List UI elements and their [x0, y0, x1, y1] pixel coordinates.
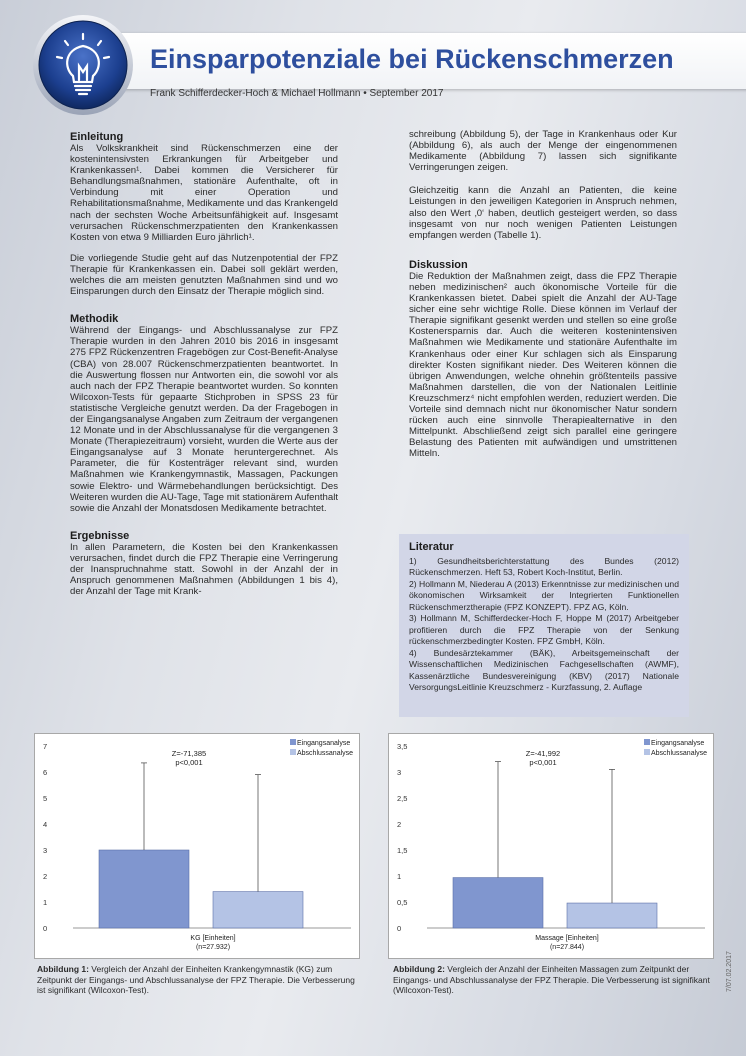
- x-category-label: Massage [Einheiten]: [535, 935, 599, 942]
- page-title: Einsparpotenziale bei Rückenschmerzen: [150, 44, 674, 74]
- x-category-label: KG [Einheiten]: [190, 935, 236, 942]
- y-tick-label: 5: [43, 794, 48, 803]
- heading-einleitung: Einleitung: [70, 131, 124, 143]
- paragraph: In allen Parametern, die Kosten bei den Krankenkassen verursachen, findet durch die FPZ Therapie eine Verringerung der Inanspruchnahme statt. Sowohl in der Anzahl der in Anspruch genommenen Maßnahmen (Abbildungen 1 bis 4), der Anzahl der Tage mit Krank-: [70, 541, 338, 598]
- figure-caption-1: [37, 964, 357, 996]
- chart-svg-1: [35, 734, 359, 958]
- section-ergebnisse: [70, 530, 338, 597]
- lightbulb-icon: [28, 10, 138, 120]
- y-tick-label: 1: [397, 872, 402, 881]
- authors-line: Frank Schifferdecker-Hoch & Michael Hollmann • September 2017: [150, 88, 444, 99]
- left-column: [70, 131, 338, 609]
- y-tick-label: 3: [43, 846, 48, 855]
- reference-item: 1) Gesundheitsberichterstattung des Bundes (2012) Rückenschmerzen. Heft 53, Robert Koch-Institut, Berlin.: [409, 555, 679, 577]
- y-tick-label: 1,5: [397, 846, 408, 855]
- y-tick-label: 3: [397, 768, 402, 777]
- heading-literatur: Literatur: [409, 541, 454, 553]
- y-tick-label: 0: [43, 924, 48, 933]
- y-tick-label: 4: [43, 820, 48, 829]
- side-code: 7/07.02.2017: [726, 951, 733, 992]
- y-tick-label: 2: [397, 820, 402, 829]
- chart-svg-2: [389, 734, 713, 958]
- paragraph: schreibung (Abbildung 5), der Tage in Krankenhaus oder Kur (Abbildung 6), als auch der Menge der eingenommenen Medikamente (Abbildung 7) lassen sich signifikante Verringerungen zeigen.: [409, 129, 677, 174]
- legend-label: Eingangsanalyse: [297, 740, 351, 747]
- chart-figure-2: [388, 733, 714, 959]
- bar-eingang: [453, 878, 543, 928]
- y-tick-label: 1: [43, 898, 48, 907]
- legend-swatch: [290, 749, 296, 755]
- paragraph: Als Volkskrankheit sind Rückenschmerzen eine der kostenintensivsten Erkrankungen für Arbeitgeber und Krankenkassen¹. Dabei kommen die Versicherer für Behandlungsmaßnahmen, stationäre Aufenthalte, oft in Verbindung mit einer Operation und Rehabilitationsmaßnahme, Medikamente und das Krankengeld nach der sechsten Woche Arbeitsunfähigkeit auf. Insgesamt verursachen Rückenschmerzpatienten den Krankenkassen Kosten von etwa 9 Milliarden Euro jährlich¹.: [70, 143, 338, 243]
- y-tick-label: 7: [43, 742, 48, 751]
- caption-text: Vergleich der Anzahl der Einheiten Krankengymnastik (KG) zum Zeitpunkt der Eingangs- und Abschlussanalyse der FPZ Therapie. Die Verbesserung ist signifikant (Wilcoxon-Test).: [37, 964, 355, 995]
- stat-annotation: Z=-71,385: [171, 749, 207, 758]
- chart-figure-1: [34, 733, 360, 959]
- figure-caption-2: [393, 964, 713, 996]
- legend-label: Eingangsanalyse: [651, 740, 705, 747]
- stat-annotation: p<0,001: [175, 758, 203, 767]
- literature-box: [399, 534, 689, 717]
- reference-item: 3) Hollmann M, Schifferdecker-Hoch F, Hoppe M (2017) Arbeitgeber profitieren durch die FPZ Therapie von der Senkung rückenschmerzbedingter Kosten. FPZ GmbH, Köln.: [409, 613, 679, 646]
- x-category-label: (n=27.844): [549, 944, 585, 951]
- heading-ergebnisse: Ergebnisse: [70, 529, 130, 542]
- x-category-label: (n=27.932): [195, 944, 231, 951]
- caption-text: Vergleich der Anzahl der Einheiten Massagen zum Zeitpunkt der Eingangs- und Abschlussanalyse der FPZ Therapie. Die Verbesserung ist signifikant (Wilcoxon-Test).: [393, 964, 710, 995]
- legend-swatch: [290, 739, 296, 745]
- bar-abschluss: [213, 892, 303, 928]
- legend-swatch: [644, 749, 650, 755]
- bar-abschluss: [567, 903, 657, 928]
- caption-label: Abbildung 1:: [37, 964, 89, 974]
- y-tick-label: 3,5: [397, 742, 408, 751]
- stat-annotation: p<0,001: [529, 758, 557, 767]
- right-column: [409, 129, 677, 471]
- reference-item: 2) Hollmann M, Niederau A (2013) Erkenntnisse zur medizinischen und ökonomischen Wirksamkeit der Integrierten Funktionellen Rückenschmerztherapie (FPZ KONZEPT). FPZ AG, Köln.: [409, 578, 679, 612]
- heading-diskussion: Diskussion: [409, 258, 468, 271]
- reference-item: 4) Bundesärztekammer (BÄK), Arbeitsgemeinschaft der Wissenschaftlichen Medizinischen Fachgesellschaften (AWMF), Kassenärztliche Bundesvereinigung (KBV) (2017) Nationale VersorgungsLeitlinie Kreuzschmerz - Kurzfassung, 2. Auflage: [409, 647, 679, 692]
- stat-annotation: Z=-41,992: [525, 749, 561, 758]
- legend-label: Abschlussanalyse: [651, 750, 708, 757]
- section-diskussion: [409, 259, 677, 460]
- y-tick-label: 2: [43, 872, 48, 881]
- legend-swatch: [644, 739, 650, 745]
- section-methodik: [70, 313, 338, 514]
- paragraph: Die vorliegende Studie geht auf das Nutzenpotential der FPZ Therapie für Krankenkassen ein. Dabei soll geklärt werden, welches die am meisten genutzten Maßnahmen sind und wo Einsparungen durch den Einsatz der Therapie möglich sind.: [70, 252, 338, 298]
- legend-label: Abschlussanalyse: [297, 750, 354, 757]
- paragraph: Gleichzeitig kann die Anzahl an Patienten, die keine Leistungen in den jeweiligen Kategorien in Anspruch nehmen, also den Wert ‚0‘ haben, deutlich gesteigert werden, so dass insgesamt von nur noch wenigen Patienten Leistungen empfangen werden (Tabelle 1).: [409, 185, 677, 241]
- y-tick-label: 0: [397, 924, 402, 933]
- paragraph: Die Reduktion der Maßnahmen zeigt, dass die FPZ Therapie neben medizinischen² auch ökonomische Vorteile für die Krankenkassen bietet. Dabei spielt die Anzahl der AU-Tage sicher eine sehr wichtige Rolle. Diese können im Verlauf der Therapie signifikant gesenkt werden und stellen so eine große Kostenersparnis dar. Auch die weiteren kostenintensiven Maßnahmen wie Medikamente und stationäre Aufenthalte im Krankenhaus oder einer Kur schlagen sich als Einsparung direkter Kosten signifikant nieder. Des Weiteren können die übrigen Anwendungen, welche ohnehin größtenteils passive Maßnahmen darstellen, die von der Nationalen Leitlinie Kreuzschmerz⁴ nicht empfohlen werden, reduziert werden. Die Vorteile sind demnach nicht nur ökonomischer Natur sondern rücken auch eine sinnvolle Therapiealternative in den Mittelpunkt. Abschließend zeigt sich parallel eine geringere Belastung des Patienten mit aufwändigen und umstrittenen Mitteln.: [409, 270, 677, 460]
- y-tick-label: 6: [43, 768, 48, 777]
- paragraph: Während der Eingangs- und Abschlussanalyse zur FPZ Therapie wurden in den Jahren 2010 bis 2016 in insgesamt 275 FPZ Rückenzentren Fragebögen zur Cost-Benefit-Analyse (CBA) von 28.007 Rückenschmerzpatienten beantwortet. In die Auswertung flossen nur Antworten ein, die sowohl vor als auch nach der FPZ Therapie beantwortet wurden. So konnten Wilcoxon-Tests für gepaarte Stichproben in SPSS 23 für statistische Vergleiche genutzt werden. Da der Fragebogen in der Eingangsanalyse Angaben zum Zeitraum der vergangenen 12 Monate und in der Abschlussanalyse für die vergangenen 3 Monate (Therapiezeitraum) vorsieht, wurden die Werte aus der Eingangsanalyse auf 3 Monate heruntergerechnet. Als Parameter, die für Kostenträger relevant sind, wurden Maßnahmen wie Krankengymnastik, Massagen, Packungen sowie Elektro- und Wärmebehandlungen berücksichtigt. Des Weiteren wurden die AU-Tage, Tage mit stationärem Aufenthalt sowie die Anzahl der Monatsdosen Medikamente betrachtet.: [70, 325, 338, 514]
- caption-label: Abbildung 2:: [393, 964, 445, 974]
- y-tick-label: 0,5: [397, 898, 408, 907]
- heading-methodik: Methodik: [70, 313, 119, 326]
- y-tick-label: 2,5: [397, 794, 408, 803]
- bar-eingang: [99, 850, 189, 928]
- section-einleitung: [70, 131, 338, 297]
